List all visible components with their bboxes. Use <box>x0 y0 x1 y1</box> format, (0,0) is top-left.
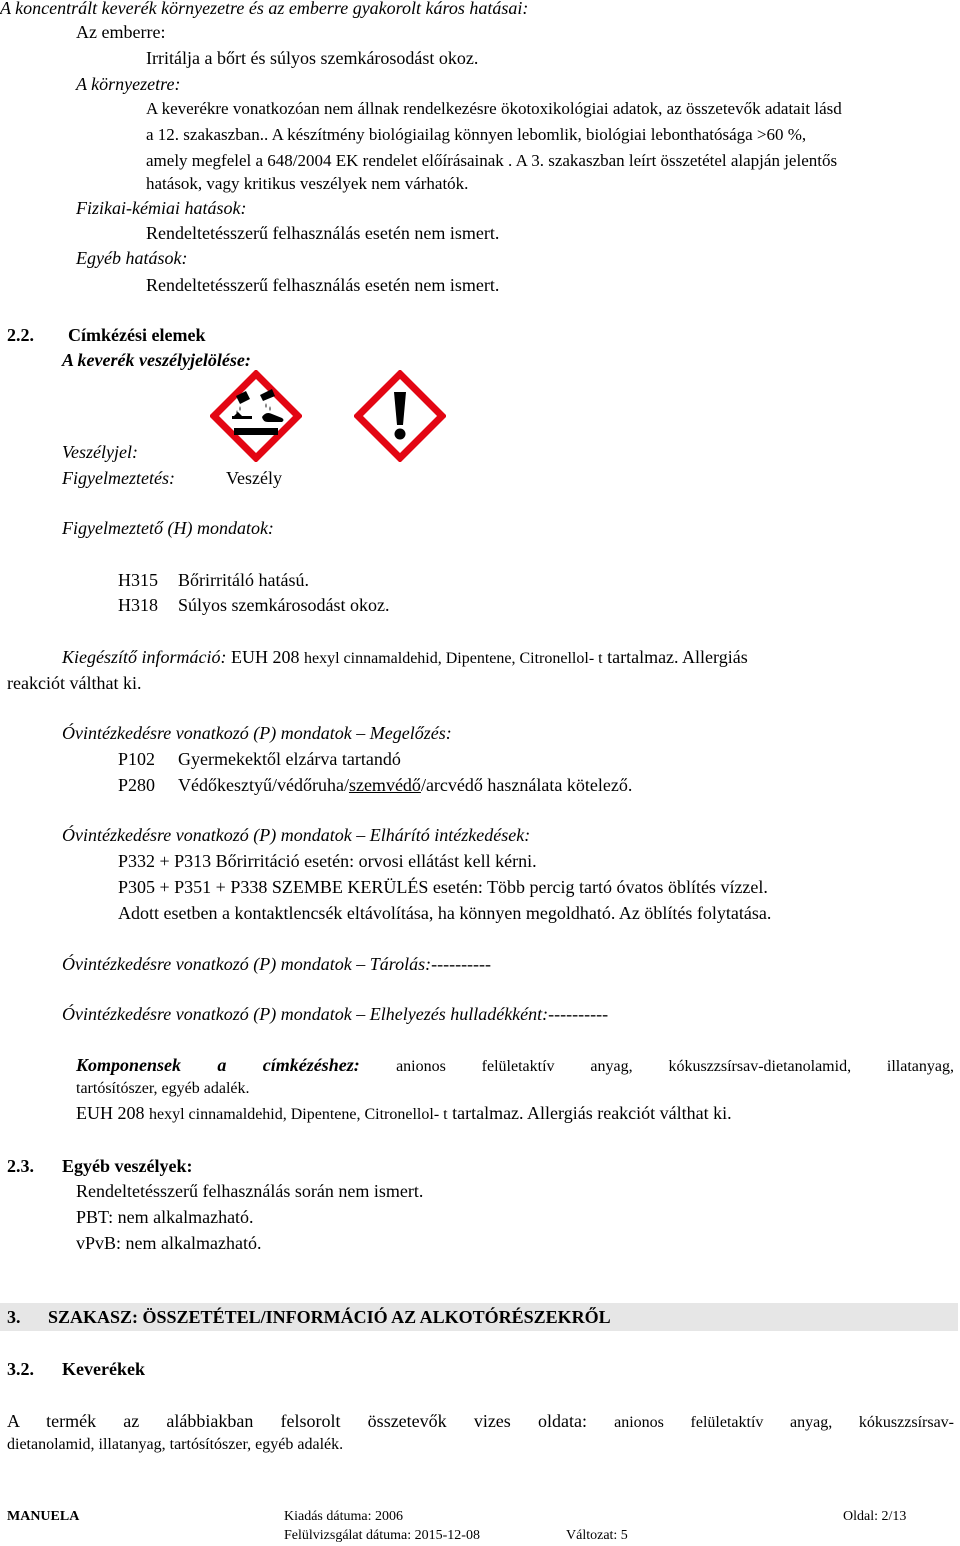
mixture-description <box>7 1410 954 1434</box>
h-statement-text: Bőrirritáló hatású. <box>178 570 309 590</box>
p-statement-text <box>178 774 632 796</box>
section-3-2-number: 3.2. <box>7 1359 34 1379</box>
euh-statement <box>76 1102 732 1126</box>
mixture-description-line-2: dietanolamid, illatanyag, tartósítószer, egyéb adalék. <box>7 1436 344 1453</box>
mixture-description-tail: anionos felületaktív anyag, kókuszzsírsav- <box>614 1414 954 1431</box>
euh-substances: hexyl cinnamaldehid, Dipentene, Citronellol- t <box>304 650 603 667</box>
p-statement-code: P102 <box>118 749 156 769</box>
section-2-2-title: Címkézési elemek <box>68 325 206 345</box>
h-statement-text: Súlyos szemkárosodást okoz. <box>178 595 390 615</box>
section-2-3-number: 2.3. <box>7 1156 34 1176</box>
footer-revision-date: Felülvizsgálat dátuma: 2015-12-08 <box>284 1528 480 1543</box>
environment-line-4: hatások, vagy kritikus veszélyek nem várhatók. <box>146 174 469 193</box>
other-hazards-line: vPvB: nem alkalmazható. <box>76 1233 262 1253</box>
section-3-number: 3. <box>7 1307 21 1327</box>
components-line <box>76 1054 954 1078</box>
p-disposal-value: ---------- <box>548 1004 609 1024</box>
euh-tail: tartalmaz. Allergiás reakciót válthat ki. <box>452 1103 732 1123</box>
effects-heading: A koncentrált keverék környezetre és az emberre gyakorolt káros hatásai: <box>0 0 529 18</box>
euh-tail: tartalmaz. Allergiás <box>607 647 748 667</box>
supplementary-info-line-2: reakciót válthat ki. <box>7 673 142 693</box>
environment-line-2: a 12. szakaszban.. A készítmény biológiailag könnyen lebomlik, biológiai lebonthatósága >60 %, <box>146 125 807 144</box>
other-effects-label: Egyéb hatások: <box>76 248 188 268</box>
euh-code: EUH 208 <box>231 647 300 667</box>
p-prevention-label: Óvintézkedésre vonatkozó (P) mondatok – Megelőzés: <box>62 723 452 743</box>
p280-text-underlined: szemvédő <box>348 775 421 795</box>
environment-label: A környezetre: <box>76 74 181 94</box>
environment-line-3: amely megfelel a 648/2004 EK rendelet előírásainak . A 3. szakaszban leírt összetétel alapján jelentős <box>146 151 838 170</box>
footer-version: Változat: 5 <box>566 1528 628 1543</box>
components-text: anionos felületaktív anyag, kókuszzsírsav-dietanolamid, illatanyag, <box>396 1058 955 1075</box>
human-text: Irritálja a bőrt és súlyos szemkárosodást okoz. <box>146 48 479 68</box>
p-storage-label: Óvintézkedésre vonatkozó (P) mondatok – Tárolás: <box>62 954 432 974</box>
section-3-2-title: Keverékek <box>62 1359 145 1379</box>
p-statement-code: P280 <box>118 775 156 795</box>
hazard-symbol-label: Veszélyjel: <box>62 442 138 462</box>
supplementary-info-label: Kiegészítő információ: <box>62 647 227 667</box>
components-label: Komponensek a címkézéshez: <box>76 1055 360 1075</box>
components-line-2: tartósítószer, egyéb adalék. <box>76 1080 250 1097</box>
footer-product: MANUELA <box>7 1509 80 1524</box>
p280-text-after: /arcvédő használata kötelező. <box>420 775 633 795</box>
h-statements-label: Figyelmeztető (H) mondatok: <box>62 518 274 538</box>
environment-line-1: A keverékre vonatkozóan nem állnak rendelkezésre ökotoxikológiai adatok, az összetevők adatait lásd <box>146 99 842 118</box>
euh-substances: hexyl cinnamaldehid, Dipentene, Citronellol- t <box>149 1106 448 1123</box>
p-disposal <box>62 1003 608 1025</box>
p-statement-text: Gyermekektől elzárva tartandó <box>178 749 401 769</box>
signal-word: Veszély <box>226 468 282 488</box>
physchem-text: Rendeltetésszerű felhasználás esetén nem ismert. <box>146 223 500 243</box>
human-label: Az emberre: <box>76 22 166 42</box>
p-storage <box>62 953 491 975</box>
mixture-description-head: A termék az alábbiakban felsorolt összetevők vizes oldata: <box>7 1411 587 1431</box>
p280-text-before: Védőkesztyű/védőruha/ <box>178 775 349 795</box>
section-2-3-title: Egyéb veszélyek: <box>62 1156 193 1176</box>
hazard-marking-subtitle: A keverék veszélyjelölése: <box>62 350 251 370</box>
other-effects-text: Rendeltetésszerű felhasználás esetén nem ismert. <box>146 275 500 295</box>
footer-issue-date: Kiadás dátuma: 2006 <box>284 1509 403 1524</box>
h-statement-code: H318 <box>118 595 158 615</box>
corrosion-pictogram <box>210 370 302 462</box>
p-response-line: P305 + P351 + P338 SZEMBE KERÜLÉS esetén: Több percig tartó óvatos öblítés vízzel. <box>118 877 768 897</box>
exclamation-pictogram <box>354 370 446 462</box>
p-storage-value: ---------- <box>431 954 492 974</box>
footer-page: Oldal: 2/13 <box>843 1509 907 1524</box>
p-disposal-label: Óvintézkedésre vonatkozó (P) mondatok – Elhelyezés hulladékként: <box>62 1004 549 1024</box>
h-statement-code: H315 <box>118 570 158 590</box>
other-hazards-line: PBT: nem alkalmazható. <box>76 1207 254 1227</box>
section-2-2-number: 2.2. <box>7 325 34 345</box>
other-hazards-line: Rendeltetésszerű felhasználás során nem ismert. <box>76 1181 424 1201</box>
supplementary-info <box>62 646 748 670</box>
section-3-title: SZAKASZ: ÖSSZETÉTEL/INFORMÁCIÓ AZ ALKOTÓRÉSZEKRŐL <box>48 1307 611 1327</box>
euh-code: EUH 208 <box>76 1103 145 1123</box>
signal-word-label: Figyelmeztetés: <box>62 468 175 488</box>
p-response-line: P332 + P313 Bőrirritáció esetén: orvosi ellátást kell kérni. <box>118 851 537 871</box>
p-response-label: Óvintézkedésre vonatkozó (P) mondatok – Elhárító intézkedések: <box>62 825 531 845</box>
p-response-line: Adott esetben a kontaktlencsék eltávolítása, ha könnyen megoldható. Az öblítés folytatása. <box>118 903 772 923</box>
physchem-label: Fizikai-kémiai hatások: <box>76 198 247 218</box>
